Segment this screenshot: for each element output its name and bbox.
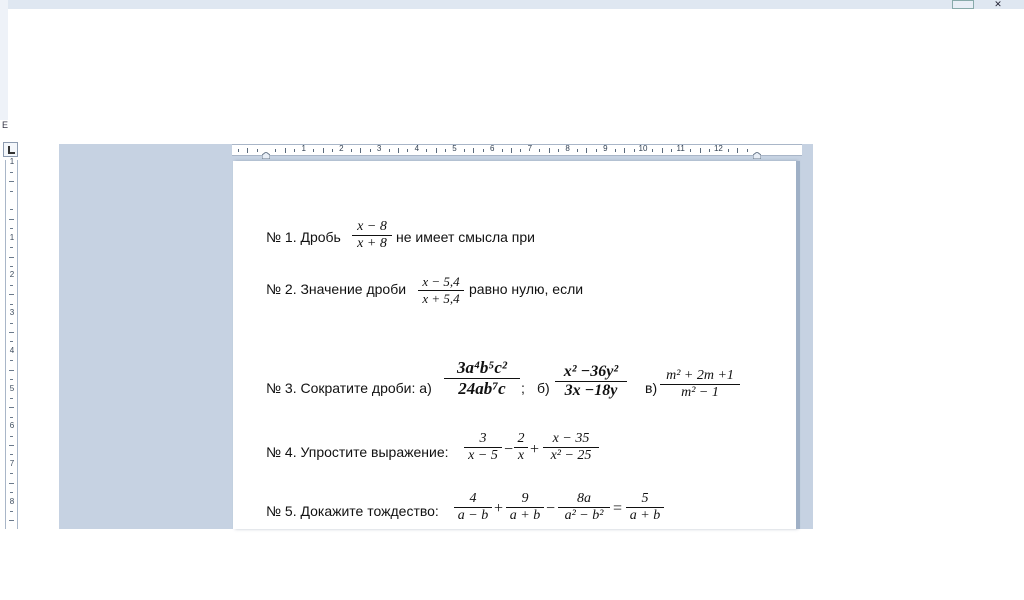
ruler-tick <box>502 149 503 152</box>
operator-plus: + <box>494 500 504 517</box>
operator-minus: − <box>546 500 556 517</box>
ruler-tick <box>10 209 13 210</box>
ruler-number: 1 <box>9 232 15 242</box>
ruler-tick <box>9 181 14 182</box>
fraction-numerator: 3a⁴b⁵c² <box>457 358 507 377</box>
operator-plus: + <box>530 441 540 458</box>
ruler-number: 6 <box>9 421 15 431</box>
ruler-tick <box>624 148 625 153</box>
ruler-tick <box>9 332 14 333</box>
ribbon-area-blank <box>8 9 1014 49</box>
ruler-tick <box>257 149 258 152</box>
problem-3-fraction-b <box>555 363 627 400</box>
close-icon: ✕ <box>994 0 1002 9</box>
ruler-tick <box>464 149 465 152</box>
ruler-tick <box>10 304 13 305</box>
ruler-tick <box>558 149 559 152</box>
ruler-number: 2 <box>339 144 344 153</box>
problem-3-fraction-v <box>660 368 740 401</box>
restore-button[interactable] <box>952 0 974 9</box>
ruler-number: 3 <box>9 308 15 318</box>
fraction-denominator: x + 8 <box>357 236 387 251</box>
vertical-ruler[interactable] <box>5 157 18 529</box>
ruler-tick <box>615 149 616 152</box>
left-window-edge <box>0 0 8 120</box>
fraction-numerator: x − 5,4 <box>422 274 460 289</box>
ruler-tick <box>577 149 578 152</box>
ruler-tick <box>10 323 13 324</box>
window-title-bar <box>0 0 1024 9</box>
ruler-tick <box>10 436 13 437</box>
problem-4-term-2 <box>514 431 528 464</box>
fraction-numerator: 8a <box>577 491 591 506</box>
problem-3-label-v: в) <box>645 380 658 396</box>
ruler-tick <box>511 148 512 153</box>
ruler-tick <box>323 148 324 153</box>
ruler-tick <box>483 149 484 152</box>
ruler-tick <box>10 417 13 418</box>
ruler-tick <box>596 149 597 152</box>
ruler-number: 5 <box>452 144 457 153</box>
ruler-number: 3 <box>376 144 382 153</box>
problem-3-label-b: б) <box>537 380 550 396</box>
fraction-denominator: a² − b² <box>564 508 604 523</box>
problem-5-term-1 <box>454 491 492 524</box>
ruler-tick <box>10 360 13 361</box>
ruler-number: 4 <box>414 144 420 153</box>
ruler-tick <box>671 149 672 152</box>
ruler-tick <box>10 511 13 512</box>
problem-1-fraction <box>352 219 392 252</box>
ruler-number: 12 <box>713 144 723 153</box>
document-page[interactable] <box>233 161 796 529</box>
problem-1-prefix: № 1. Дробь <box>266 229 341 245</box>
ruler-tick <box>275 149 276 152</box>
ruler-tick <box>10 454 13 455</box>
ruler-tick <box>332 149 333 152</box>
ruler-tick <box>9 257 14 258</box>
problem-2-suffix: равно нулю, если <box>469 281 584 297</box>
ruler-tick <box>370 149 371 152</box>
ruler-tick <box>10 247 13 248</box>
ruler-tick <box>652 149 653 152</box>
ruler-number: 11 <box>676 144 685 153</box>
ruler-tick <box>426 149 427 152</box>
ruler-number: 1 <box>9 157 15 167</box>
ruler-tick <box>634 149 635 152</box>
ruler-tick <box>737 148 738 153</box>
ruler-tick <box>407 149 408 152</box>
ruler-number: 7 <box>527 144 533 153</box>
ruler-tick <box>747 149 748 152</box>
fraction-denominator: x − 5 <box>468 448 498 463</box>
ruler-tick <box>10 285 13 286</box>
ruler-tick <box>662 148 663 153</box>
ruler-tick <box>728 149 729 152</box>
problem-2-prefix: № 2. Значение дроби <box>266 281 407 297</box>
page-shadow <box>796 161 800 529</box>
ruler-tick <box>10 379 13 380</box>
fraction-denominator: a + b <box>629 508 661 523</box>
ruler-tick <box>294 149 295 152</box>
ruler-tick <box>9 520 14 521</box>
horizontal-ruler[interactable] <box>232 144 802 156</box>
fraction-denominator: x + 5,4 <box>422 291 460 306</box>
ruler-number: 10 <box>638 144 648 153</box>
fraction-denominator: 24ab⁷c <box>458 379 506 398</box>
problem-4-term-3 <box>543 431 599 464</box>
fraction-denominator: x² − 25 <box>550 448 592 463</box>
fraction-numerator: 9 <box>521 491 529 506</box>
ruler-tick <box>473 148 474 153</box>
ruler-tick <box>10 191 13 192</box>
ruler-tick <box>398 148 399 153</box>
ruler-tick <box>238 149 239 152</box>
ruler-tick <box>586 148 587 153</box>
ruler-number: 7 <box>9 458 15 468</box>
ruler-tick <box>10 266 13 267</box>
ruler-tick <box>9 483 14 484</box>
fraction-numerator: x − 35 <box>552 431 590 446</box>
problem-5-term-4 <box>626 491 664 524</box>
ruler-tick <box>445 149 446 152</box>
ruler-tick <box>9 445 14 446</box>
ruler-tick <box>285 148 286 153</box>
problem-5-prefix: № 5. Докажите тождество: <box>266 503 439 519</box>
ruler-tick <box>9 294 14 295</box>
problem-3-fraction-a <box>444 358 520 399</box>
ruler-tick <box>520 149 521 152</box>
problem-3-prefix: № 3. Сократите дроби: а) <box>266 380 432 396</box>
ruler-tick <box>10 473 13 474</box>
fraction-numerator: 4 <box>469 491 477 506</box>
ruler-number: 6 <box>489 144 495 153</box>
ruler-tick <box>10 172 13 173</box>
problem-5-term-3 <box>558 491 610 524</box>
problem-1-suffix: не имеет смысла при <box>396 229 535 245</box>
ruler-tick <box>9 219 14 220</box>
close-button[interactable] <box>986 0 1010 9</box>
ruler-tick <box>690 149 691 152</box>
ruler-tick <box>549 148 550 153</box>
fraction-denominator: a − b <box>457 508 489 523</box>
ruler-tick <box>351 149 352 152</box>
fraction-numerator: 2 <box>517 431 525 446</box>
left-indent-marker-icon[interactable] <box>262 152 270 159</box>
fraction-denominator: 3x −18y <box>564 382 618 399</box>
problem-4-term-1 <box>464 431 502 464</box>
side-letter: E <box>2 120 9 130</box>
ruler-number: 4 <box>9 345 15 355</box>
operator-minus: − <box>504 441 514 458</box>
ruler-tick <box>10 398 13 399</box>
ruler-tick <box>313 149 314 152</box>
fraction-numerator: x² −36y² <box>563 363 619 380</box>
ruler-tick <box>10 341 13 342</box>
fraction-numerator: 3 <box>479 431 487 446</box>
fraction-denominator: a + b <box>509 508 541 523</box>
ruler-tick <box>700 148 701 153</box>
ruler-number: 1 <box>301 144 306 153</box>
ruler-number: 2 <box>9 270 15 280</box>
ruler-tick <box>539 149 540 152</box>
ruler-tick <box>247 148 248 153</box>
right-indent-marker-icon[interactable] <box>753 152 761 159</box>
operator-equals: = <box>613 500 623 517</box>
ruler-number: 9 <box>603 144 608 153</box>
ruler-tick <box>436 148 437 153</box>
ruler-tick <box>9 370 14 371</box>
ruler-tick <box>709 149 710 152</box>
fraction-denominator: x <box>517 448 525 463</box>
ruler-tick <box>389 149 390 152</box>
fraction-denominator: m² − 1 <box>681 385 719 400</box>
ruler-number: 5 <box>9 383 15 393</box>
problem-2-fraction <box>418 274 464 307</box>
ruler-number: 8 <box>9 496 15 506</box>
fraction-numerator: x − 8 <box>357 219 387 234</box>
fraction-numerator: 5 <box>641 491 649 506</box>
problem-3-separator: ; <box>521 380 525 396</box>
tab-selector-button[interactable] <box>3 142 18 157</box>
problem-4-prefix: № 4. Упростите выражение: <box>266 444 449 460</box>
ruler-tick <box>360 148 361 153</box>
fraction-numerator: m² + 2m +1 <box>666 368 734 383</box>
ruler-tick <box>10 228 13 229</box>
problem-5-term-2 <box>506 491 544 524</box>
ruler-number: 8 <box>565 144 570 153</box>
ruler-tick <box>10 492 13 493</box>
ruler-tick <box>9 407 14 408</box>
